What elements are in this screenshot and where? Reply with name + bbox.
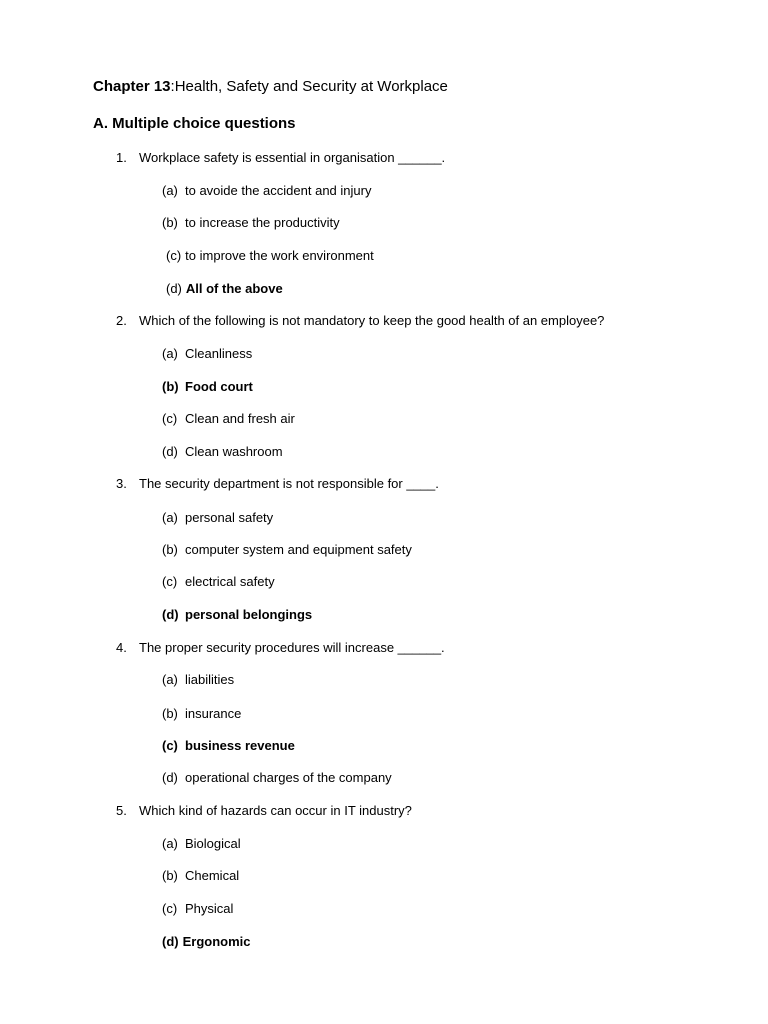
option-text: liabilities [185,672,235,687]
option-text: Biological [185,836,241,851]
option-4d [162,770,392,785]
option-label: (a) [162,836,178,851]
option-label: (c) [166,248,182,263]
option-text: insurance [185,706,242,721]
option-label: (a) [162,672,178,687]
option-text: Physical [185,901,234,916]
option-text: Food court [185,379,253,394]
option-4a [162,672,234,687]
option-label: (d) [166,281,182,296]
option-text: to increase the productivity [185,215,340,230]
question-text: Workplace safety is essential in organisation ______. [139,150,446,165]
option-text: operational charges of the company [185,770,392,785]
option-1c [166,248,374,263]
option-label: (d) [162,444,178,459]
option-text: All of the above [185,281,283,296]
chapter-name: :Health, Safety and Security at Workplace [170,78,448,95]
option-text: Clean washroom [185,444,283,459]
option-2d [162,444,283,459]
option-label: (b) [162,379,179,394]
option-label: (b) [162,215,178,230]
question-number: 4. [116,640,127,655]
question-number: 3. [116,476,127,491]
option-3b [162,542,412,557]
option-text: personal safety [185,510,274,525]
question-number: 1. [116,150,127,165]
question-text: The security department is not responsible for ____. [139,476,439,491]
option-text: computer system and equipment safety [185,542,412,557]
option-1b [162,215,340,230]
chapter-title [93,78,448,95]
question-text: Which of the following is not mandatory to keep the good health of an employee? [139,313,605,328]
option-5c [162,901,233,916]
option-text: Ergonomic [182,934,251,949]
question-2 [116,313,604,328]
question-number: 5. [116,803,127,818]
option-text: electrical safety [185,574,275,589]
option-text: business revenue [185,738,295,753]
option-2b [162,379,253,394]
option-label: (c) [162,901,178,916]
option-text: personal belongings [185,607,313,622]
option-2c [162,411,295,426]
option-label: (d) [162,607,179,622]
option-label: (a) [162,183,178,198]
option-label: (c) [162,411,178,426]
option-2a [162,346,252,361]
option-3c [162,574,275,589]
option-5d [162,934,251,949]
option-label: (a) [162,346,178,361]
option-text: Clean and fresh air [185,411,295,426]
chapter-number: Chapter 13 [93,78,171,95]
section-heading: A. Multiple choice questions [93,115,296,132]
option-text: Chemical [185,868,240,883]
option-3a [162,510,273,525]
option-label: (a) [162,510,178,525]
option-5b [162,868,239,883]
question-1 [116,150,445,165]
option-text: to avoide the accident and injury [185,183,372,198]
question-4 [116,640,445,655]
question-text: Which kind of hazards can occur in IT industry? [139,803,412,818]
question-number: 2. [116,313,127,328]
option-3d [162,607,312,622]
option-label: (b) [162,706,178,721]
option-label: (b) [162,868,178,883]
option-1d [166,281,283,296]
option-4b [162,706,241,721]
option-5a [162,836,241,851]
option-label: (b) [162,542,178,557]
option-label: (c) [162,738,178,753]
option-label: (c) [162,574,178,589]
option-label: (d) [162,770,178,785]
option-label: (d) [162,934,179,949]
option-4c [162,738,295,753]
option-text: to improve the work environment [185,248,374,263]
question-text: The proper security procedures will increase ______. [139,640,445,655]
option-1a [162,183,371,198]
question-3 [116,476,439,491]
option-text: Cleanliness [185,346,253,361]
question-5 [116,803,412,818]
